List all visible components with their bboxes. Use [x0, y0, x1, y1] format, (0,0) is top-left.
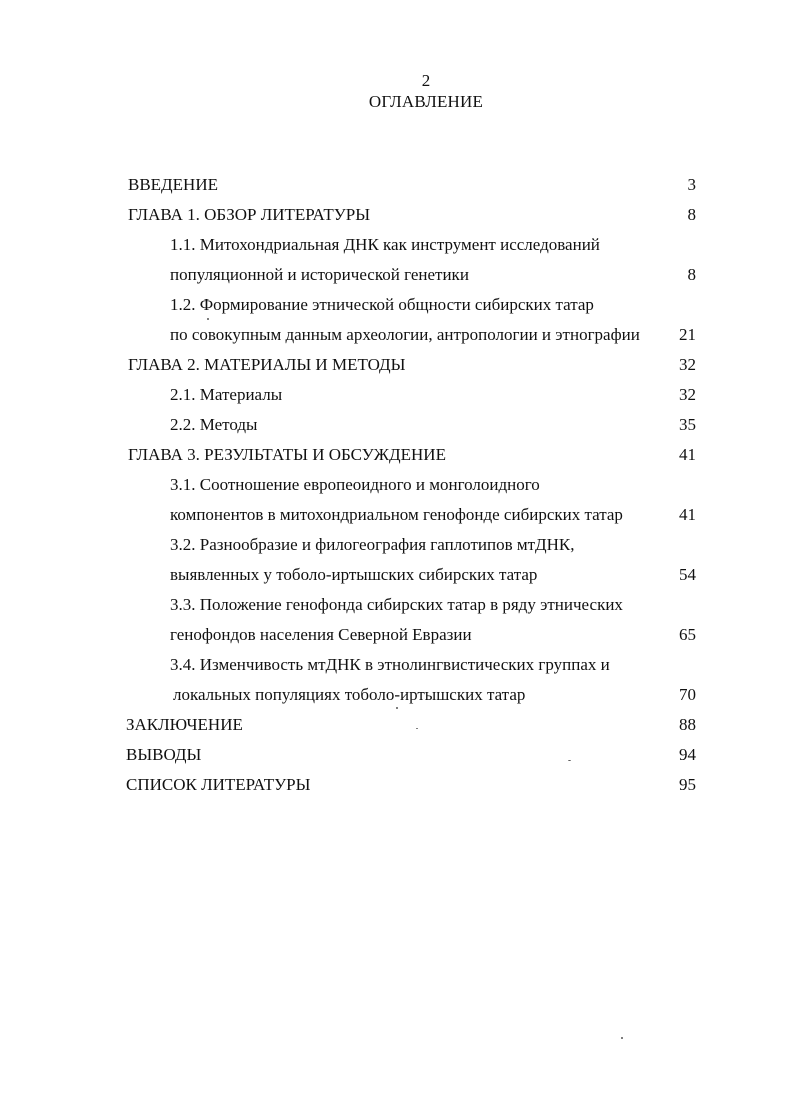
toc-entry-chapter-2: [126, 350, 696, 380]
toc-entry-findings: [126, 740, 696, 770]
toc-entry-label: локальных популяциях тоболо-иртышских татар: [173, 685, 526, 704]
toc-entry-section-1-2: [126, 290, 696, 320]
toc-entry-page: 3: [687, 175, 696, 194]
toc-entry-label: СПИСОК ЛИТЕРАТУРЫ: [126, 775, 311, 794]
page-title: ОГЛАВЛЕНИЕ: [368, 92, 484, 111]
toc-entry-label: 3.3. Положение генофонда сибирских татар в ряду этнических: [170, 595, 623, 614]
toc-entry-label: 3.4. Изменчивость мтДНК в этнолингвистических группах и: [170, 655, 610, 674]
toc-entry-page: 8: [687, 265, 696, 284]
toc-entry-section-2-1: [126, 380, 696, 410]
toc-entry-label: по совокупным данным археологии, антропологии и этнографии: [170, 325, 640, 344]
toc-entry-page: 32: [679, 385, 696, 404]
toc-entry-section-3-4-cont: [126, 680, 696, 710]
toc-entry-page: 88: [679, 715, 696, 734]
toc-entry-section-1-1: [126, 230, 696, 260]
toc-entry-introduction: [126, 170, 696, 200]
toc-entry-section-3-2: [126, 530, 696, 560]
toc-entry-section-3-1-cont: [126, 500, 696, 530]
toc-entry-label: ГЛАВА 2. МАТЕРИАЛЫ И МЕТОДЫ: [128, 355, 406, 374]
toc-entry-page: 35: [679, 415, 696, 434]
toc-entry-label: 1.1. Митохондриальная ДНК как инструмент исследований: [170, 235, 600, 254]
toc-entry-label: 1.2. Формирование этнической общности сибирских татар: [170, 295, 594, 314]
toc-entry-section-3-3: [126, 590, 696, 620]
toc-entry-label: ВЫВОДЫ: [126, 745, 202, 764]
scan-speck: [621, 1037, 623, 1039]
toc-entry-section-2-2: [126, 410, 696, 440]
scan-speck: [396, 707, 398, 709]
toc-entry-page: 95: [679, 775, 696, 794]
toc-entry-label: ЗАКЛЮЧЕНИЕ: [126, 715, 243, 734]
toc-entry-label: 2.2. Методы: [170, 415, 258, 434]
toc-entry-page: 21: [679, 325, 696, 344]
toc-entry-section-1-1-cont: [126, 260, 696, 290]
table-of-contents: [126, 170, 696, 800]
toc-entry-page: 41: [679, 505, 696, 524]
scan-speck: [416, 728, 418, 729]
toc-entry-label: выявленных у тоболо-иртышских сибирских татар: [170, 565, 538, 584]
toc-entry-label: ГЛАВА 3. РЕЗУЛЬТАТЫ И ОБСУЖДЕНИЕ: [128, 445, 446, 464]
toc-entry-section-1-2-cont: [126, 320, 696, 350]
toc-entry-page: 94: [679, 745, 696, 764]
toc-entry-conclusion: [126, 710, 696, 740]
scan-speck: [207, 318, 209, 320]
toc-entry-page: 32: [679, 355, 696, 374]
toc-entry-section-3-4: [126, 650, 696, 680]
toc-entry-label: популяционной и исторической генетики: [170, 265, 469, 284]
toc-entry-chapter-1: [126, 200, 696, 230]
toc-entry-chapter-3: [126, 440, 696, 470]
toc-entry-page: 8: [687, 205, 696, 224]
toc-entry-page: 70: [679, 685, 696, 704]
toc-entry-page: 41: [679, 445, 696, 464]
toc-entry-label: компонентов в митохондриальном генофонде сибирских татар: [170, 505, 623, 524]
toc-entry-page: 65: [679, 625, 696, 644]
toc-entry-page: 54: [679, 565, 696, 584]
toc-entry-label: ГЛАВА 1. ОБЗОР ЛИТЕРАТУРЫ: [128, 205, 371, 224]
toc-entry-label: 2.1. Материалы: [170, 385, 283, 404]
toc-entry-label: генофондов населения Северной Евразии: [170, 625, 472, 644]
toc-entry-label: 3.2. Разнообразие и филогеография гаплотипов мтДНК,: [170, 535, 575, 554]
toc-entry-section-3-3-cont: [126, 620, 696, 650]
scan-speck: [568, 760, 571, 761]
toc-entry-section-3-2-cont: [126, 560, 696, 590]
toc-entry-references: [126, 770, 696, 800]
toc-entry-label: ВВЕДЕНИЕ: [128, 175, 218, 194]
toc-entry-label: 3.1. Соотношение европеоидного и монголоидного: [170, 475, 540, 494]
page-number: 2: [421, 71, 431, 90]
toc-entry-section-3-1: [126, 470, 696, 500]
